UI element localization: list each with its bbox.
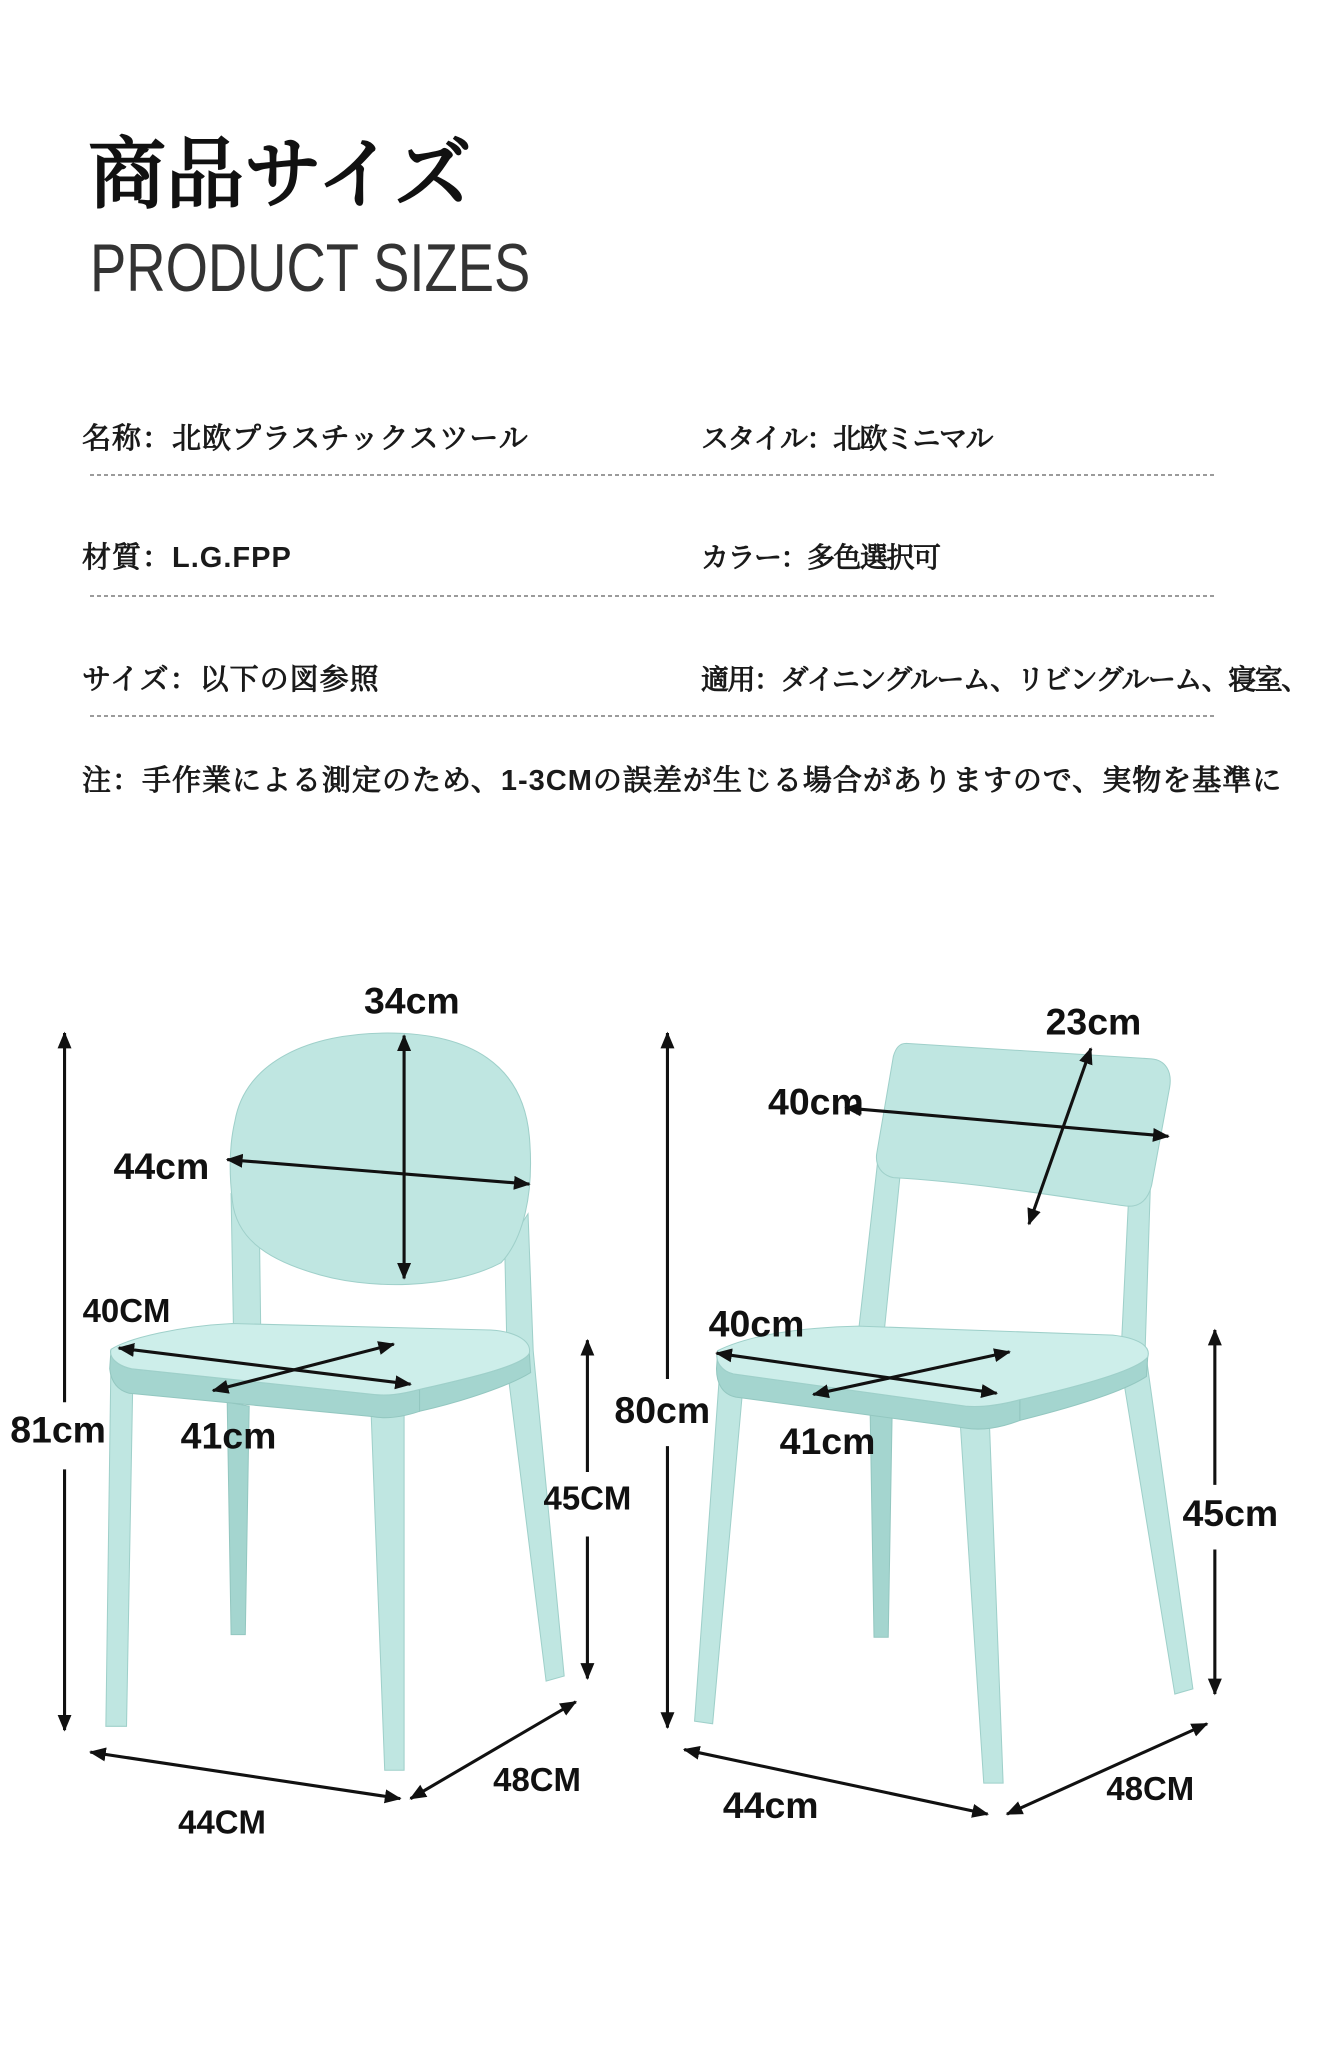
back-height-label: 34cm — [363, 979, 460, 1022]
base-depth-label: 48CM — [1106, 1769, 1195, 1807]
page-title-japanese: 商品サイズ — [88, 130, 472, 220]
base-width-arrow — [90, 1752, 400, 1798]
seat-width-label: 40cm — [708, 1302, 805, 1345]
total-height-label: 81cm — [10, 1408, 106, 1451]
back-width-label: 44cm — [113, 1144, 210, 1187]
seat-depth-label: 41cm — [180, 1414, 277, 1457]
spec-divider — [90, 474, 1214, 476]
chair-round-back — [106, 1033, 564, 1770]
spec-divider — [90, 595, 1214, 597]
base-width-label: 44CM — [178, 1803, 266, 1841]
spec-name: 名称：北欧プラスチックスツール — [82, 423, 529, 455]
spec-style: スタイル：北欧ミニマル — [701, 423, 992, 454]
spec-size: サイズ：以下の図参照 — [82, 664, 380, 696]
chair-leg-front-right — [959, 1407, 1003, 1783]
seat-depth-label: 41cm — [779, 1419, 876, 1462]
seat-height-label: 45CM — [543, 1479, 632, 1517]
chair-leg-front-left — [106, 1356, 133, 1727]
seat-width-label: 40CM — [82, 1292, 171, 1330]
chair-square-back — [695, 1043, 1193, 1783]
chair-back-post-left — [857, 1160, 900, 1343]
base-width-label: 44cm — [722, 1783, 819, 1826]
spec-material: 材質：L.G.FPP — [82, 542, 292, 574]
chair-leg-front-right — [371, 1395, 405, 1771]
spec-divider — [90, 715, 1214, 717]
measurement-note: 注：手作業による測定のため、1-3CMの誤差が生じる場合がありますので、実物を基準に — [82, 765, 1283, 797]
spec-usage: 適用：ダイニングルーム、リビングルーム、寝室、 — [701, 664, 1308, 695]
total-height-label: 80cm — [614, 1388, 711, 1431]
page-title-english: PRODUCT SIZES — [90, 230, 531, 306]
seat-height-label: 45cm — [1182, 1492, 1279, 1535]
chair-backrest — [230, 1033, 530, 1285]
spec-color: カラー：多色選択可 — [701, 542, 940, 573]
chair-leg-back-right — [505, 1214, 564, 1681]
back-height-label: 23cm — [1045, 1000, 1142, 1043]
back-width-label: 40cm — [768, 1080, 864, 1123]
base-depth-label: 48CM — [493, 1760, 581, 1798]
chair-leg-back-right — [1121, 1188, 1193, 1694]
